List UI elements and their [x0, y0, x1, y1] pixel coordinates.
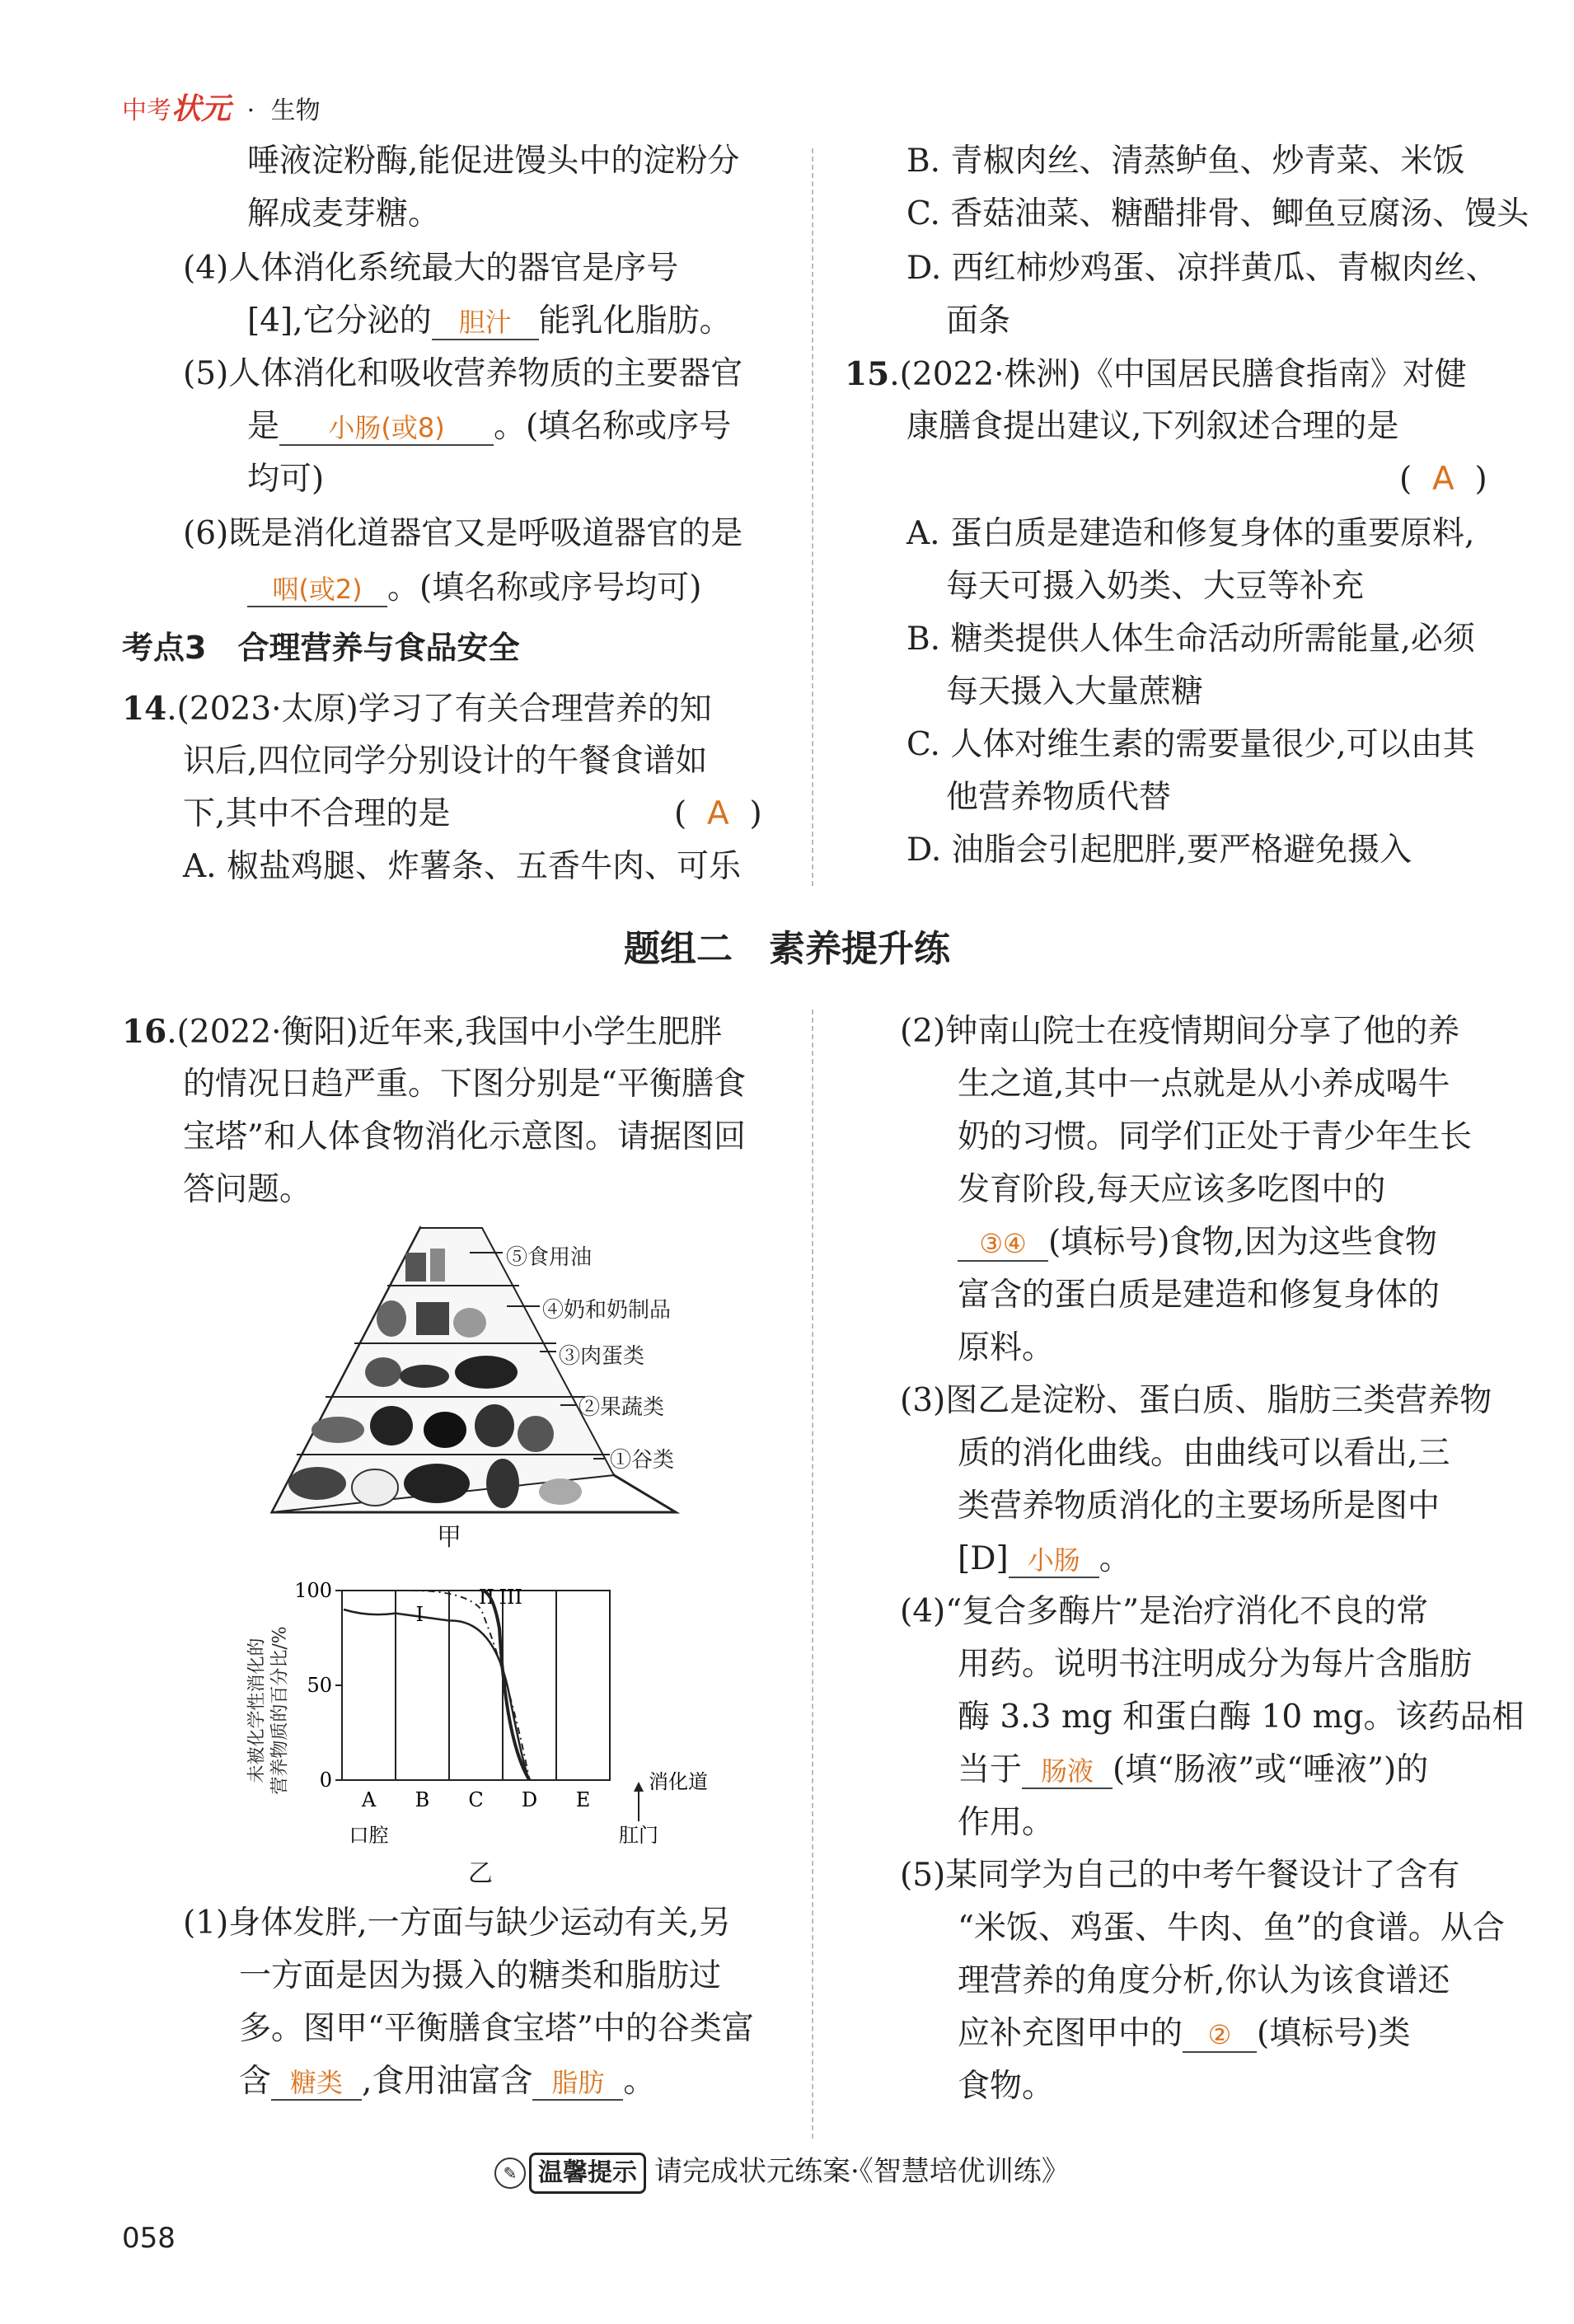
q16-1-answer-fat: 脂肪 — [551, 2067, 605, 2098]
q5-line: (5)人体消化和吸收营养物质的主要器官 — [183, 355, 743, 392]
text-line: 一方面是因为摄入的糖类和脂肪过 — [239, 1957, 722, 1994]
text-line: 均可) — [247, 461, 325, 498]
text-line: 的情况日趋严重。下图分别是“平衡膳食 — [183, 1066, 746, 1103]
chart-plot-frame — [342, 1591, 610, 1780]
q16-2-answer-line: ③④ (填标号)食物,因为这些食物 — [958, 1223, 1437, 1263]
q16-4-answer: 肠液 — [1041, 1755, 1094, 1787]
brand-a: 中考 — [122, 96, 171, 125]
q16-4-line: (4)“复合多酶片”是治疗消化不良的常 — [900, 1593, 1429, 1630]
digestion-curve-chart — [231, 1566, 742, 1879]
pyramid-label-fruit-veg: ②果蔬类 — [579, 1395, 665, 1420]
text-line: 质的消化曲线。由曲线可以看出,三 — [958, 1435, 1450, 1472]
text-line: 康膳食提出建议,下列叙述合理的是 — [906, 408, 1399, 445]
q16-5-line: (5)某同学为自己的中考午餐设计了含有 — [900, 1857, 1460, 1894]
chart-ylabel — [231, 1591, 305, 1838]
chart-x-tick-label: A — [361, 1788, 377, 1811]
q14-option-c: C. 香菇油菜、糖醋排骨、鲫鱼豆腐汤、馒头 — [906, 195, 1529, 232]
chart-x-start-label: 口腔 — [349, 1824, 389, 1847]
tip-icon: ✎ — [494, 2158, 526, 2189]
pyramid-label-grain: ①谷类 — [610, 1448, 675, 1473]
q6-line: (6)既是消化道器官又是呼吸道器官的是 — [183, 515, 743, 552]
figure-label-yi: 乙 — [468, 1859, 493, 1888]
text-line: 食物。 — [958, 2068, 1055, 2105]
section-kaodian-3: 考点3 合理营养与食品安全 — [122, 630, 520, 666]
q16-2-answer: ③④ — [979, 1228, 1027, 1259]
q16-1-answer-line: 含 糖类 ,食用油富含 脂肪 。 — [239, 2063, 656, 2100]
text-line: 多。图甲“平衡膳食宝塔”中的谷类富 — [239, 2010, 754, 2047]
q16-1-line: (1)身体发胖,一方面与缺少运动有关,另 — [183, 1905, 732, 1942]
q14-option-d: D. 西红柿炒鸡蛋、凉拌黄瓜、青椒肉丝、 — [906, 250, 1498, 287]
q16-1-answer-carbs: 糖类 — [290, 2067, 344, 2098]
text-line: 解成麦芽糖。 — [247, 195, 441, 232]
q14-answer: ( A ) — [674, 795, 762, 832]
q5-answer-line: 是 小肠(或8) 。(填名称或序号 — [247, 408, 732, 445]
chart-x-axis-label: 消化道 — [649, 1770, 708, 1793]
figure-label-jia: 甲 — [437, 1523, 461, 1552]
text-line: 下,其中不合理的是 — [183, 795, 451, 832]
q16-3-answer-line: [D] 小肠 。 — [958, 1540, 1131, 1577]
text-line: 答问题。 — [183, 1171, 312, 1208]
text-line: 识后,四位同学分别设计的午餐食谱如 — [183, 743, 708, 780]
chart-y-tick-label: 0 — [319, 1769, 332, 1792]
chart-ylabel-line2: 营养物质的百分比/% — [269, 1626, 291, 1795]
chart-series-label: I — [415, 1602, 424, 1626]
column-divider-top — [812, 148, 813, 886]
q14-option-a: A. 椒盐鸡腿、炸薯条、五香牛肉、可乐 — [183, 848, 741, 885]
pyramid-label-oil: ⑤食用油 — [506, 1245, 593, 1270]
chart-x-tick-label: B — [415, 1788, 430, 1811]
tip-text: 请完成状元练案·《智慧培优训练》 — [654, 2155, 1070, 2188]
q16-3-answer: 小肠 — [1027, 1544, 1080, 1576]
q15-line: 15.(2022·株洲)《中国居民膳食指南》对健 — [845, 355, 1467, 393]
q4-answer-line: [4],它分泌的 胆汁 能乳化脂肪。 — [247, 302, 732, 340]
text-line: 理营养的角度分析,你认为该食谱还 — [958, 1962, 1450, 1999]
q15-option-b: B. 糖类提供人体生命活动所需能量,必须 — [906, 621, 1475, 658]
chart-y-tick-label: 100 — [294, 1579, 332, 1602]
chart-x-tick-label: E — [575, 1788, 591, 1811]
text-line: 奶的习惯。同学们正处于青少年生长 — [958, 1118, 1473, 1155]
q16-5-answer-line: 应补充图甲中的 ② (填标号)类 — [958, 2015, 1411, 2052]
text-line: 面条 — [946, 302, 1011, 340]
q14-option-b: B. 青椒肉丝、清蒸鲈鱼、炒青菜、米饭 — [906, 143, 1465, 180]
q16-4-answer-line: 当于 肠液 (填“肠液”或“唾液”)的 — [958, 1751, 1429, 1788]
footer-tip — [494, 2153, 1070, 2194]
text-line: 富含的蛋白质是建造和修复身体的 — [958, 1277, 1440, 1314]
q6-answer: 咽(或2) — [272, 574, 363, 605]
chart-x-tick-label: D — [521, 1788, 538, 1811]
text-line: “米饭、鸡蛋、牛肉、鱼”的食谱。从合 — [958, 1909, 1505, 1947]
text-line: 酶 3.3 mg 和蛋白酶 10 mg。该药品相 — [958, 1698, 1525, 1736]
chart-series-line — [412, 1591, 530, 1780]
q4-answer: 胆汁 — [458, 307, 512, 338]
chart-ylabel-line1: 未被化学性消化的 — [246, 1638, 268, 1783]
header-dot: · — [246, 96, 255, 125]
chart-arrow-head — [634, 1782, 644, 1792]
q15-answer: ( A ) — [1399, 461, 1487, 498]
q15-option-a: A. 蛋白质是建造和修复身体的重要原料, — [906, 515, 1475, 552]
chart-x-tick-label: C — [468, 1788, 484, 1811]
q16-5-answer: ② — [1207, 2019, 1232, 2050]
chart-series-label: II — [479, 1586, 494, 1609]
food-pyramid-figure — [247, 1220, 742, 1566]
text-line: 唾液淀粉酶,能促进馒头中的淀粉分 — [247, 143, 740, 180]
subject: 生物 — [270, 96, 321, 125]
q14-line: 14.(2023·太原)学习了有关合理营养的知 — [122, 690, 712, 728]
page-number: 058 — [122, 2222, 176, 2255]
text-line: 生之道,其中一点就是从小养成喝牛 — [958, 1066, 1450, 1103]
header — [122, 86, 321, 128]
pyramid-label-dairy: ④奶和奶制品 — [542, 1298, 672, 1323]
q6-answer-line: 咽(或2) 。(填名称或序号均可) — [247, 569, 701, 608]
pyramid-label-meat: ③肉蛋类 — [559, 1344, 645, 1369]
q4-line: (4)人体消化系统最大的器官是序号 — [183, 250, 679, 287]
brand-b: 状元 — [171, 92, 232, 126]
text-line: 每天摄入大量蔗糖 — [946, 673, 1204, 710]
q15-option-d: D. 油脂会引起肥胖,要严格避免摄入 — [906, 832, 1412, 869]
q16-line: 16.(2022·衡阳)近年来,我国中小学生肥胖 — [122, 1013, 723, 1051]
text-line: 每天可摄入奶类、大豆等补充 — [946, 568, 1365, 605]
text-line: 用药。说明书注明成分为每片含脂肪 — [958, 1646, 1473, 1683]
q16-3-line: (3)图乙是淀粉、蛋白质、脂肪三类营养物 — [900, 1382, 1492, 1419]
q16-2-line: (2)钟南山院士在疫情期间分享了他的养 — [900, 1013, 1460, 1050]
q5-answer: 小肠(或8) — [328, 412, 445, 443]
column-divider-bottom — [812, 1010, 813, 2139]
text-line: 发育阶段,每天应该多吃图中的 — [958, 1171, 1386, 1208]
chart-x-end-label: 肛门 — [619, 1824, 658, 1847]
text-line: 作用。 — [958, 1804, 1055, 1841]
text-line: 原料。 — [958, 1329, 1055, 1366]
text-line: 他营养物质代替 — [946, 779, 1172, 816]
q15-option-c: C. 人体对维生素的需要量很少,可以由其 — [906, 726, 1475, 763]
chart-series-label: III — [499, 1586, 522, 1609]
chart-y-tick-label: 50 — [307, 1674, 332, 1697]
text-line: 类营养物质消化的主要场所是图中 — [958, 1488, 1440, 1525]
chart-series-line — [344, 1609, 530, 1780]
section-title: 题组二 素养提升练 — [624, 928, 950, 970]
tip-label: 温馨提示 — [529, 2153, 646, 2194]
text-line: 宝塔”和人体食物消化示意图。请据图回 — [183, 1118, 746, 1155]
